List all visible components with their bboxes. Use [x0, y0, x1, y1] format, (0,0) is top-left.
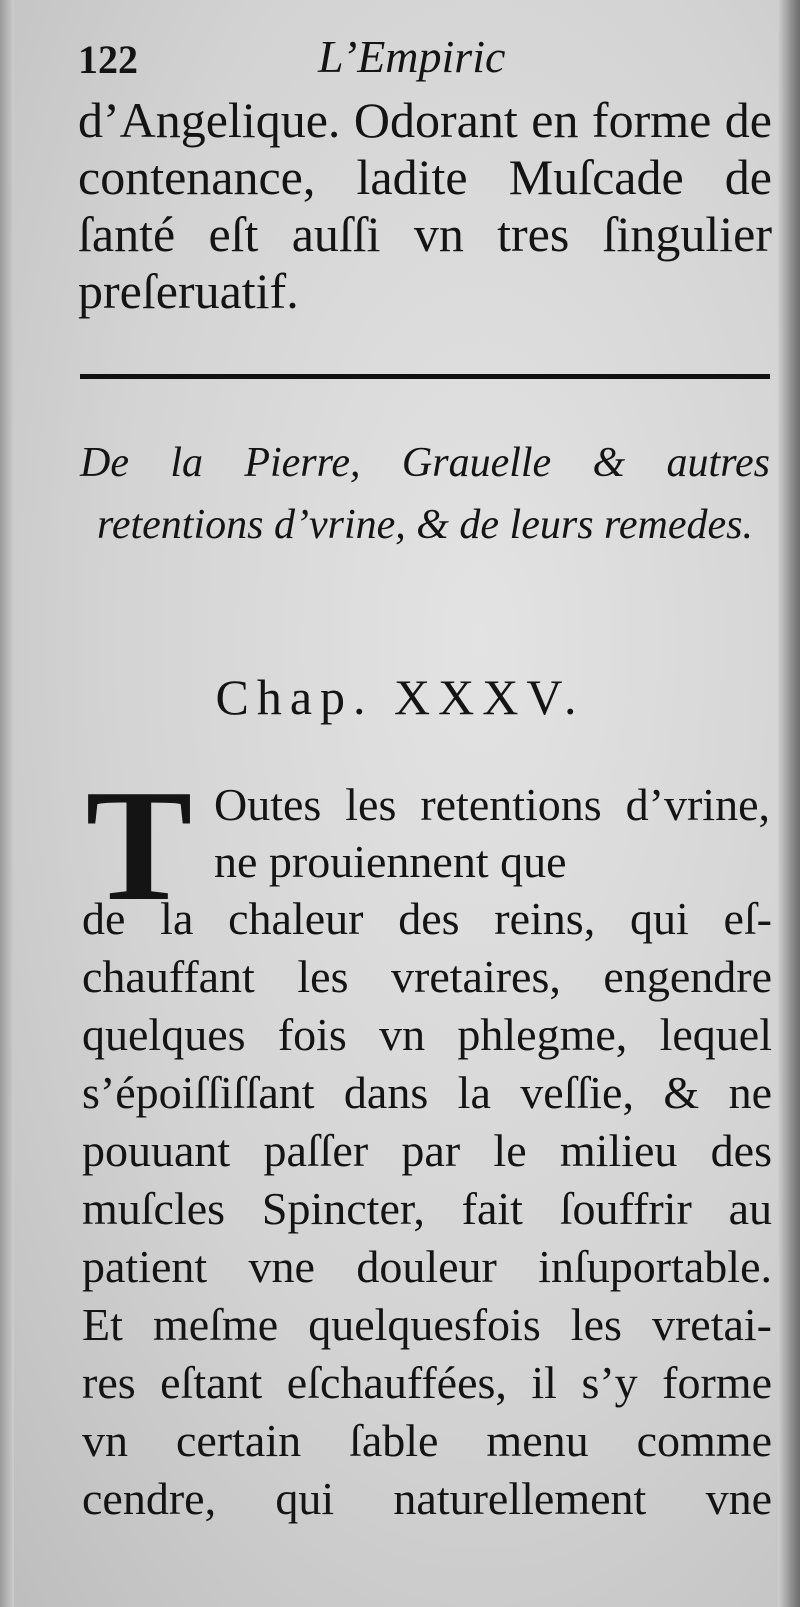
body-line: res eſtant eſchauffées, il s’y forme: [82, 1357, 772, 1408]
page-left-edge: [0, 0, 14, 1607]
previous-chapter-ending: d’Angelique. Odorant en forme de contenance, ladite Muſcade de ſanté eſt auſſi vn tres ſingulier preſeruatif.: [78, 92, 772, 319]
body-line: vn certain ſable menu comme: [82, 1415, 772, 1466]
running-title: L’Empiric: [318, 31, 506, 82]
body-line: Et meſme quelquesfois les vretai-: [82, 1299, 772, 1350]
page-right-edge: [778, 0, 800, 1607]
first-paragraph-opening: Outes les retentions d’vrine, ne prouiennent que: [214, 779, 770, 887]
body-line: chauffant les vretaires, engendre: [82, 951, 772, 1002]
drop-cap-initial: T: [85, 756, 193, 934]
body-line: muſcles Spincter, fait ſouffrir au: [82, 1183, 772, 1234]
body-line: cendre, qui naturellement vne: [82, 1473, 772, 1524]
body-line: de la chaleur des reins, qui eſ-: [82, 893, 772, 944]
chapter-title: De la Pierre, Grauelle & autres retentions d’vrine, & de leurs remedes.: [80, 440, 770, 548]
body-line: patient vne douleur inſuportable.: [82, 1241, 772, 1292]
section-divider-rule: [80, 374, 770, 379]
body-line: quelques fois vn phlegme, lequel: [82, 1009, 772, 1060]
body-text: [82, 890, 772, 1528]
chapter-heading: Chap. XXXV.: [215, 669, 585, 725]
page-number: 122: [78, 37, 138, 82]
body-line: s’époiſſiſſant dans la veſſie, & ne: [82, 1067, 772, 1118]
body-line: pouuant paſſer par le milieu des: [82, 1125, 772, 1176]
page-header: [78, 30, 768, 90]
